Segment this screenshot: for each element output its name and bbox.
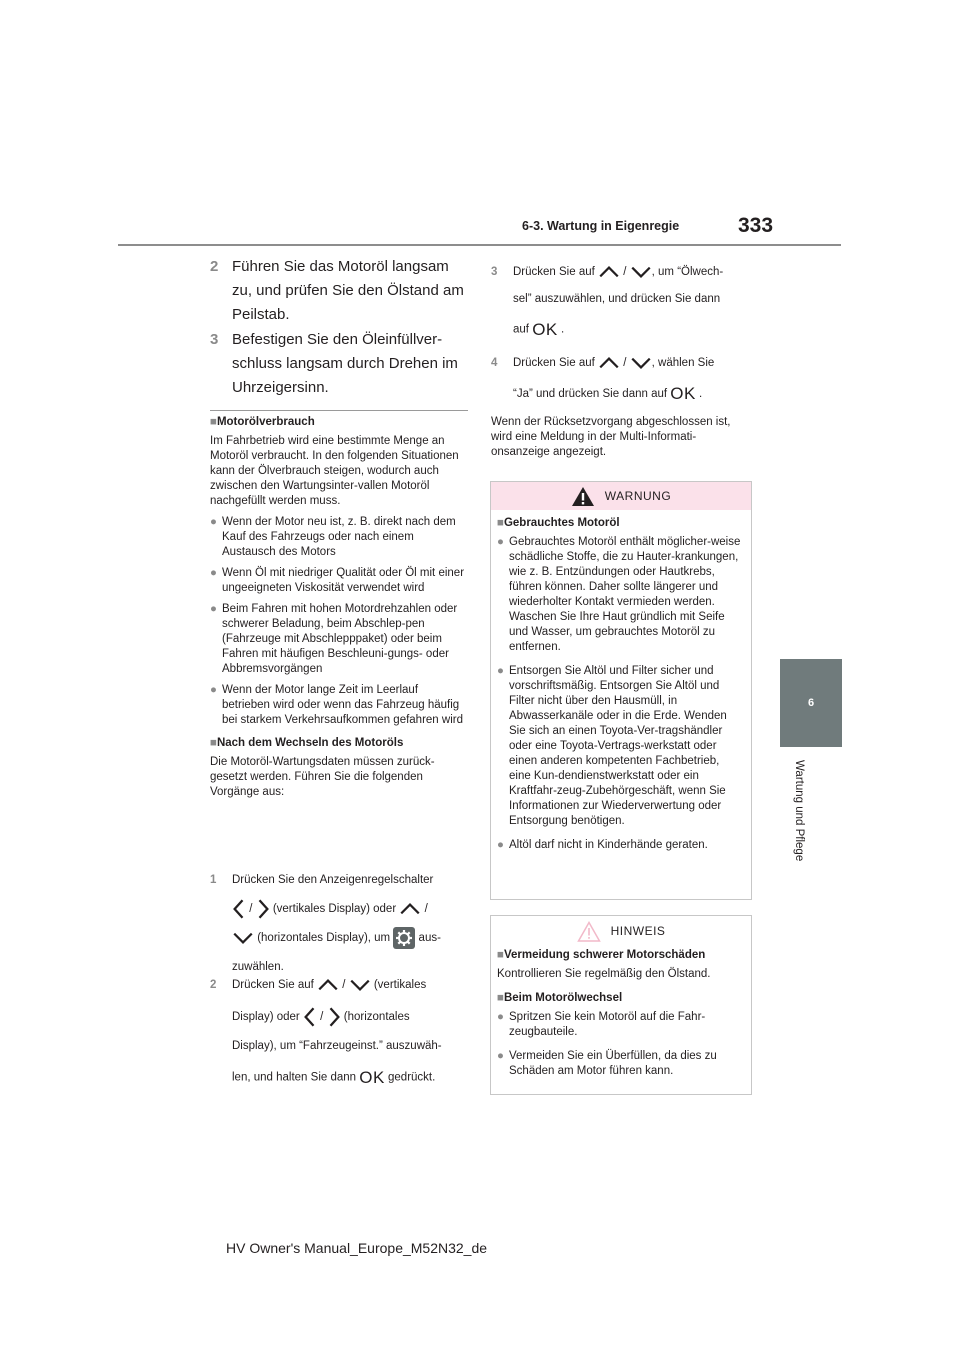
step-number: 2 xyxy=(210,979,217,991)
list-item: ● Spritzen Sie kein Motoröl auf die Fahr-zeugbauteile. xyxy=(497,1011,706,1038)
step-number: 3 xyxy=(210,331,219,348)
chevron-up-icon xyxy=(317,978,339,992)
notice-box xyxy=(490,915,752,1095)
oil-consumption-section xyxy=(210,415,468,800)
page-number: 333 xyxy=(738,214,774,237)
chevron-down-icon xyxy=(630,265,652,279)
chevron-down-icon xyxy=(630,356,652,370)
list-item: ● Beim Fahren mit hohen Motordrehzahlen oder schwerer Beladung, beim Abschlep-pen (Fahrzeuge mit Abschlepppaket) oder beim Fahren mit häufigen Beschleuni-gungs- oder Abbremsvorgängen xyxy=(210,603,458,675)
chevron-right-icon xyxy=(327,1006,341,1028)
list-item: ● Wenn der Motor lange Zeit im Leerlauf betrieben wird oder wenn das Fahrzeug häufig bei starkem Verkehrsaufkommen gefahren wird xyxy=(210,684,463,726)
warning-box xyxy=(490,481,752,900)
notice-heading-1: ■Vermeidung schwerer Motorschäden xyxy=(497,949,706,961)
step-text: Befestigen Sie den Öleinfüllver-schluss langsam durch Drehen im Uhrzeigersinn. xyxy=(232,331,458,396)
chevron-right-icon xyxy=(256,898,270,920)
header-rule xyxy=(118,244,841,246)
caution-triangle-outline-icon xyxy=(577,921,601,942)
reset-step-3: 3 Drücken Sie auf / , um “Ölwech- sel” auszuwählen, und drücken Sie dann auf OK . xyxy=(491,259,753,344)
chevron-left-icon xyxy=(232,898,246,920)
notice-heading-2: ■Beim Motorölwechsel xyxy=(497,992,623,1004)
ok-icon: OK xyxy=(670,384,696,403)
step-2 xyxy=(210,255,472,327)
chevron-down-icon xyxy=(232,931,254,945)
reset-step-4: 4 Drücken Sie auf / , wählen Sie “Ja” und drücken Sie dann auf OK . xyxy=(491,349,753,408)
section-title: 6-3. Wartung in Eigenregie xyxy=(522,219,680,233)
reset-step-2: 2 Drücken Sie auf / (vertikales Display) oder / (horizontales Display), um “Fahrzeugeinst.” auszuwäh- len, und halten Sie dann OK gedrückt. xyxy=(210,971,472,1093)
notice-text: Kontrollieren Sie regelmäßig den Ölstand. xyxy=(497,968,711,980)
step-number: 2 xyxy=(210,258,219,275)
after-change-heading: ■Nach dem Wechseln des Motoröls xyxy=(210,737,404,749)
list-item: ● Wenn der Motor neu ist, z. B. direkt nach dem Kauf des Fahrzeugs oder nach einem Austausch des Motors xyxy=(210,516,456,558)
chevron-up-icon xyxy=(598,265,620,279)
reset-note: Wenn der Rücksetzvorgang abgeschlossen ist, wird eine Meldung in der Multi-Informati-onsanzeige angezeigt. xyxy=(491,416,731,458)
notice-header xyxy=(491,916,751,946)
after-change-intro: Die Motoröl-Wartungsdaten müssen zurück-gesetzt werden. Führen Sie die folgenden Vorgänge aus: xyxy=(210,756,435,798)
step-text: Führen Sie das Motoröl langsam zu, und prüfen Sie den Ölstand am Peilstab. xyxy=(232,258,464,323)
step-3 xyxy=(210,328,472,400)
warning-title: WARNUNG xyxy=(604,489,672,503)
chevron-left-icon xyxy=(303,1006,317,1028)
ok-icon: OK xyxy=(532,320,558,339)
footer-text: HV Owner's Manual_Europe_M52N32_de xyxy=(226,1240,488,1256)
chapter-number: 6 xyxy=(807,697,815,709)
notice-title: HINWEIS xyxy=(610,924,666,938)
list-item: ● Altöl darf nicht in Kinderhände geraten. xyxy=(497,839,708,851)
chevron-up-icon xyxy=(598,356,620,370)
warning-triangle-icon xyxy=(571,486,595,507)
warning-heading: ■Gebrauchtes Motoröl xyxy=(497,517,620,529)
ok-icon: OK xyxy=(359,1068,385,1087)
list-item: ● Gebrauchtes Motoröl enthält möglicher-weise schädliche Stoffe, die zu Hauter-krankungen, wie z. B. Entzündungen oder Hautkrebs, führen können. Daher sollte längerer und wiederholter Kontakt vermieden werden. Waschen Sie Ihre Haut gründlich mit Seife und Wasser, um gebrauchtes Motoröl zu entfernen. xyxy=(497,536,741,653)
list-item: ● Vermeiden Sie ein Überfüllen, da dies zu Schäden am Motor führen kann. xyxy=(497,1050,717,1077)
oil-consumption-intro: Im Fahrbetrieb wird eine bestimmte Menge an Motoröl verbraucht. In den folgenden Situationen kann der Ölverbrauch steigen, wodurch auch zwischen den Wartungsinter-vallen Motoröl nachgefüllt werden muss. xyxy=(210,435,459,507)
step-number: 4 xyxy=(491,357,498,369)
chapter-label: Wartung und Pflege xyxy=(793,760,805,862)
step-number: 1 xyxy=(210,874,217,886)
warning-header xyxy=(491,482,751,510)
reset-step-1: 1 Drücken Sie den Anzeigenregelschalter / (vertikales Display) oder / (horizontales Display), um aus- zuwählen. xyxy=(210,866,472,982)
chevron-up-icon xyxy=(399,902,421,916)
settings-gear-icon xyxy=(393,927,415,949)
list-item: ● Entsorgen Sie Altöl und Filter sicher und vorschriftsmäßig. Entsorgen Sie Altöl und Filter nicht über den Hausmüll, in Abwasserkanäle oder in die Erde. Wenden Sie sich an einen Toyota-Ver-tragshändler oder eine Toyota-Vertrags-werkstatt oder einen anderen kompetenten Fachbetrieb, eine Kun-dendienstwerkstatt oder ein Kraftfahr-zeug-Zubehörgeschäft, wenn Sie Informationen zur Wiederverwertung oder Entsorgung benötigen. xyxy=(497,665,727,827)
step-number: 3 xyxy=(491,266,498,278)
chapter-tab[interactable] xyxy=(780,659,842,747)
chevron-down-icon xyxy=(349,978,371,992)
oil-consumption-heading: ■Motorölverbrauch xyxy=(210,416,315,428)
section-divider xyxy=(210,410,468,411)
list-item: ● Wenn Öl mit niedriger Qualität oder Öl mit einer ungeeigneten Viskosität verwendet wird xyxy=(210,567,465,594)
